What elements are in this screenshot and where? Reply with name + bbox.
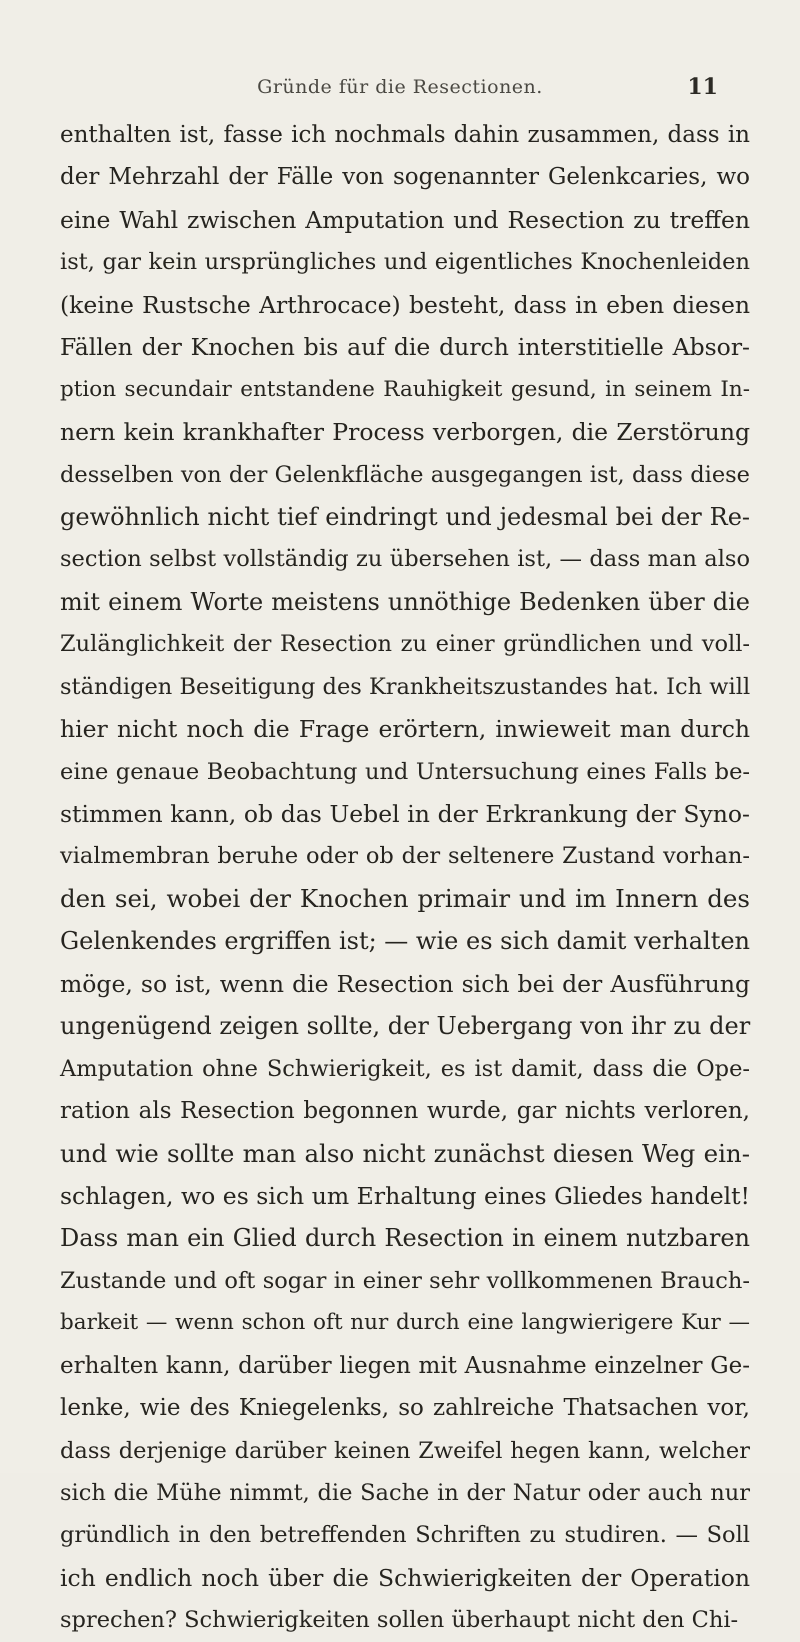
text-line: ständigen Beseitigung des Krankheitszustandes hat. Ich will [60,673,751,700]
running-head [0,76,800,106]
text-line: barkeit — wenn schon oft nur durch eine langwierigere Kur — [60,1310,750,1336]
text-line: lenke, wie des Kniegelenks, so zahlreiche Thatsachen vor, [60,1395,750,1422]
text-line: gewöhnlich nicht tief eindringt und jedesmal bei der Re- [60,502,750,531]
text-line: eine Wahl zwischen Amputation und Resection zu treffen [60,205,750,234]
text-line: den sei, wobei der Knochen primair und im Innern des [60,883,750,913]
text-line: stimmen kann, ob das Uebel in der Erkrankung der Syno- [60,800,750,828]
text-line: Zulänglichkeit der Resection zu einer gründlichen und voll- [60,631,750,658]
text-line: sich die Mühe nimmt, die Sache in der Natur oder auch nur [60,1480,750,1506]
text-line: ist, gar kein ursprüngliches und eigentliches Knochenleiden [60,249,750,276]
text-line: erhalten kann, darüber liegen mit Ausnahme einzelner Ge- [60,1352,750,1379]
text-line: ration als Resection begonnen wurde, gar nichts verloren, [60,1098,750,1125]
text-line: dass derjenige darüber keinen Zweifel hegen kann, welcher [60,1437,750,1464]
text-line: ich endlich noch über die Schwierigkeiten der Operation [60,1563,750,1592]
text-line: Gelenkendes ergriffen ist; — wie es sich damit verhalten [60,927,751,956]
text-line: section selbst vollständig zu übersehen ist, — dass man also [60,546,750,573]
text-line: schlagen, wo es sich um Erhaltung eines Gliedes handelt! [60,1181,750,1210]
text-line: Zustande und oft sogar in einer sehr vollkommenen Brauch- [60,1267,750,1294]
text-line: (keine Rustsche Arthrocace) besteht, dass in eben diesen [60,290,750,319]
text-line: desselben von der Gelenkfläche ausgegangen ist, dass diese [60,461,750,488]
text-line: gründlich in den betreffenden Schriften zu studiren. — Soll [60,1522,750,1549]
running-title: Gründe für die Resectionen. [257,76,543,98]
body-text [60,114,750,1642]
text-line: hier nicht noch die Frage erörtern, inwieweit man durch [60,715,750,744]
text-line: nern kein krankhafter Process verborgen, die Zerstörung [60,418,750,447]
text-line: mit einem Worte meistens unnöthige Bedenken über die [60,587,750,616]
text-line: Amputation ohne Schwierigkeit, es ist damit, dass die Ope- [60,1055,750,1082]
text-line: ungenügend zeigen sollte, der Uebergang von ihr zu der [60,1012,751,1041]
text-line: möge, so ist, wenn die Resection sich bei der Ausführung [60,969,750,998]
page-number: 11 [687,74,718,100]
text-line: enthalten ist, fasse ich nochmals dahin zusammen, dass in [60,122,750,148]
text-line: der Mehrzahl der Fälle von sogenannter Gelenkcaries, wo [60,164,750,191]
text-line: Dass man ein Glied durch Resection in einem nutzbaren [60,1224,750,1253]
text-line: und wie sollte man also nicht zunächst diesen Weg ein- [60,1138,750,1168]
text-line: eine genaue Beobachtung und Untersuchung eines Falls be- [60,758,750,785]
text-line: Fällen der Knochen bis auf die durch interstitielle Absor- [60,333,750,362]
text-line: sprechen? Schwierigkeiten sollen überhaupt nicht den Chi- [60,1607,739,1634]
text-line: vialmembran beruhe oder ob der seltenere Zustand vorhan- [60,843,750,870]
text-line: ption secundair entstandene Rauhigkeit gesund, in seinem In- [60,376,750,402]
